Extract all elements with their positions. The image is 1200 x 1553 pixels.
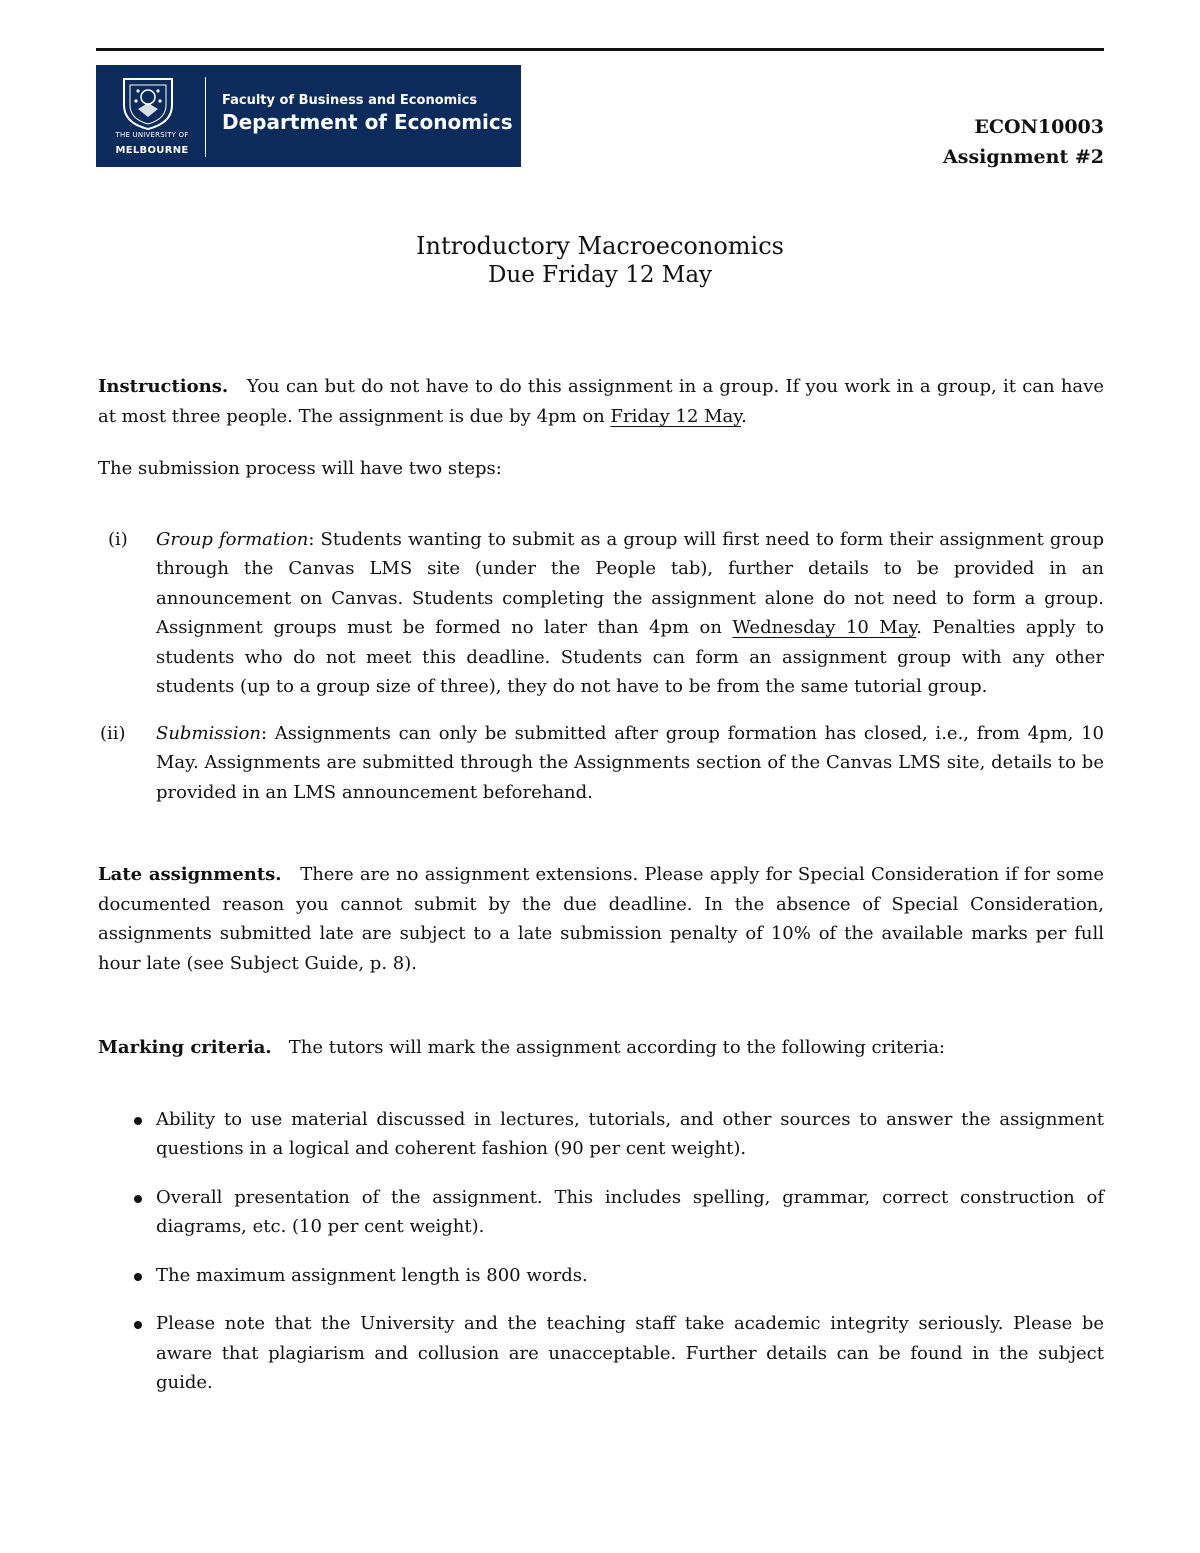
bullet-icon (134, 1321, 142, 1329)
step-number: (ii) (100, 722, 126, 744)
criteria-item (98, 1105, 1104, 1164)
late-paragraph (98, 860, 1104, 978)
marking-paragraph (98, 1033, 1104, 1063)
document-title: Introductory Macroeconomics (416, 232, 784, 260)
criteria-item (98, 1261, 1104, 1291)
logo-divider (205, 77, 206, 157)
criteria-text: The maximum assignment length is 800 words. (156, 1264, 588, 1286)
step-label: Submission (156, 722, 261, 744)
instructions-end: . (741, 405, 747, 427)
submission-steps (98, 525, 1104, 808)
faculty-name: Faculty of Business and Economics (222, 93, 478, 108)
instructions-paragraph (98, 372, 1104, 431)
marking-text: The tutors will mark the assignment according to the following criteria: (288, 1037, 945, 1058)
step-item (98, 525, 1104, 702)
bullet-icon (134, 1273, 142, 1281)
criteria-text: Please note that the University and the teaching staff take academic integrity seriously. Please be aware that plagiarism and collusion are unacceptable. Further details can be found in the subject guide. (156, 1313, 1104, 1393)
instructions-due-date: Friday 12 May (610, 405, 742, 427)
document-body (98, 372, 1104, 1417)
submission-intro: The submission process will have two steps: (98, 458, 502, 479)
instructions-heading: Instructions. (98, 376, 229, 397)
marking-criteria-list (98, 1105, 1104, 1398)
step-item (98, 719, 1104, 808)
course-code: ECON10003 (974, 116, 1104, 138)
step-text: : Assignments can only be submitted after group formation has closed, i.e., from 4pm, 10 May. Assignments are submitted through the Assignments section of the Canvas LMS site, details to be provided in an LMS announcement beforehand. (156, 722, 1104, 803)
document-due-date: Due Friday 12 May (487, 262, 713, 288)
university-crest-icon (116, 75, 180, 131)
university-name-line1: THE UNIVERSITY OF (115, 131, 189, 139)
instructions-text: You can but do not have to do this assignment in a group. If you work in a group, it can have at most three people. The assignment is due by 4pm on (98, 376, 1104, 427)
step-underlined-date: Wednesday 10 May (732, 617, 917, 638)
bullet-icon (134, 1117, 142, 1125)
criteria-text: Overall presentation of the assignment. This includes spelling, grammar, correct construction of diagrams, etc. (10 per cent weight). (156, 1186, 1104, 1237)
university-logo (96, 65, 521, 167)
assignment-number: Assignment #2 (943, 146, 1104, 168)
university-name-line2: MELBOURNE (115, 145, 189, 156)
criteria-item (98, 1309, 1104, 1398)
criteria-item (98, 1183, 1104, 1242)
late-heading: Late assignments. (98, 864, 282, 885)
step-number: (i) (108, 528, 128, 550)
step-text-after: . Penalties apply to students who do not meet this deadline. Students can form an assignment group with any other students (up to a group size of three), they do not have to be from the same tutorial group. (156, 617, 1105, 697)
top-rule (96, 48, 1104, 51)
step-label: Group formation (156, 528, 309, 550)
marking-heading: Marking criteria. (98, 1037, 272, 1058)
department-name: Department of Economics (222, 110, 513, 134)
bullet-icon (134, 1195, 142, 1203)
step-text: : Students wanting to submit as a group will first need to form their assignment group through the Canvas LMS site (under the People tab), further details to be provided in an announcement on Canvas. Students completing the assignment alone do not need to form a group. Assignment groups must be formed no later than 4pm on (156, 528, 1104, 638)
criteria-text: Ability to use material discussed in lectures, tutorials, and other sources to answer the assignment questions in a logical and coherent fashion (90 per cent weight). (156, 1108, 1104, 1159)
late-text: There are no assignment extensions. Please apply for Special Consideration if for some documented reason you cannot submit by the due deadline. In the absence of Special Consideration, assignments submitted late are subject to a late submission penalty of 10% of the available marks per full hour late (see Subject Guide, p. 8). (98, 864, 1105, 974)
